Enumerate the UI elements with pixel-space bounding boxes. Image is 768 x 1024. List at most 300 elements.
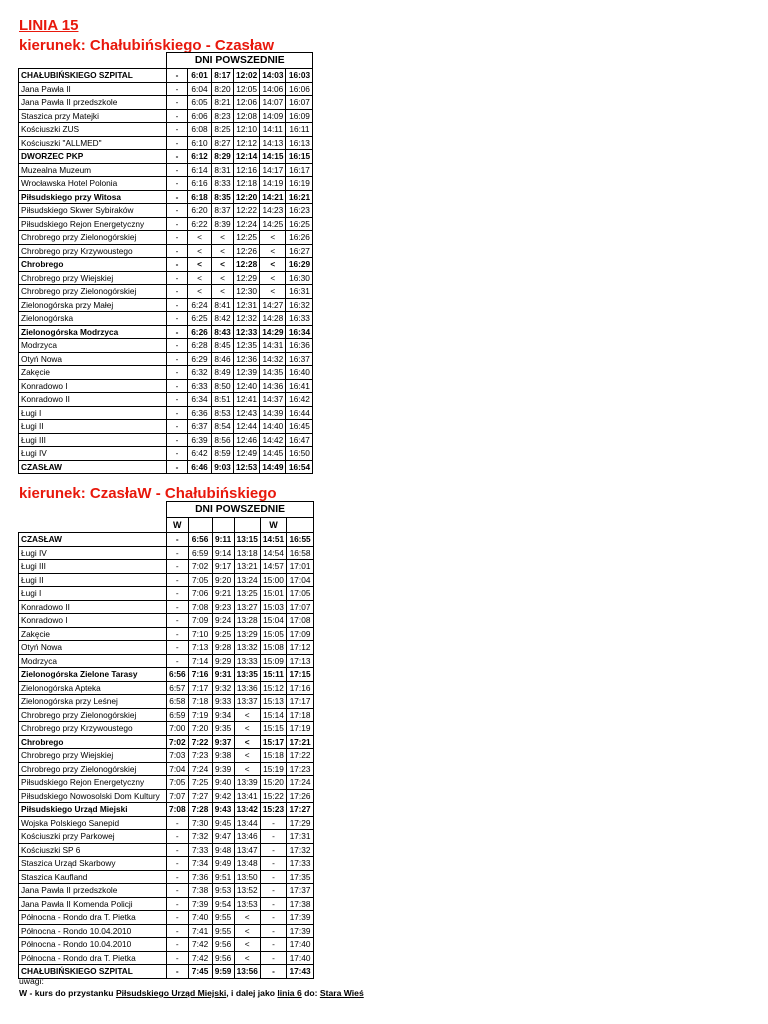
timetable-2 [18, 501, 314, 979]
departure-time: 6:58 [167, 695, 189, 709]
table-row [19, 884, 314, 898]
stop-name: Modrzyca [19, 339, 167, 353]
departure-time: 9:11 [212, 533, 234, 547]
table-row [19, 938, 314, 952]
table-row [19, 587, 314, 601]
departure-time: 9:39 [212, 762, 234, 776]
stop-name: CZASŁAW [19, 533, 167, 547]
stop-name: Ługi IV [19, 546, 167, 560]
departure-time: 9:29 [212, 654, 234, 668]
departure-time: - [167, 600, 189, 614]
departure-time: 16:25 [286, 217, 313, 231]
departure-time: 14:36 [260, 379, 286, 393]
table-row [19, 897, 314, 911]
departure-time: 9:35 [212, 722, 234, 736]
departure-time: 14:39 [260, 406, 286, 420]
table-row [19, 366, 313, 380]
departure-time: - [167, 870, 189, 884]
departure-time: 17:04 [287, 573, 314, 587]
stop-name: Chrobrego przy Zielonogórskiej [19, 231, 167, 245]
departure-time: 7:25 [188, 776, 212, 790]
departure-time: - [260, 924, 286, 938]
stop-name: Ługi III [19, 560, 167, 574]
departure-time: - [167, 897, 189, 911]
stop-name: Jana Pawła II przedszkole [19, 884, 167, 898]
stop-name: Kościuszki ZUS [19, 123, 167, 137]
departure-time: 7:05 [167, 776, 189, 790]
departure-time: 17:16 [287, 681, 314, 695]
stop-name: Otyń Nowa [19, 641, 167, 655]
departure-time: 14:31 [260, 339, 286, 353]
stop-name: Ługi I [19, 587, 167, 601]
departure-time: 13:41 [234, 789, 260, 803]
departure-time: 7:18 [188, 695, 212, 709]
departure-time: 12:31 [234, 298, 260, 312]
stop-name: Ługi II [19, 573, 167, 587]
table-row [19, 816, 314, 830]
table-row [19, 352, 313, 366]
departure-time: - [167, 965, 189, 979]
departure-time: < [188, 285, 212, 299]
notes-prefix: W - kurs do przystanku [19, 988, 116, 998]
departure-time: 9:54 [212, 897, 234, 911]
departure-time: 8:23 [212, 109, 234, 123]
departure-time: 9:56 [212, 938, 234, 952]
stop-name: Zielonogórska przy Małej [19, 298, 167, 312]
departure-time: 9:45 [212, 816, 234, 830]
table-row [19, 573, 314, 587]
table-row [19, 924, 314, 938]
departure-time: - [167, 924, 189, 938]
stop-name: Zielonogórska Modrzyca [19, 325, 167, 339]
departure-time: 14:29 [260, 325, 286, 339]
departure-time: 17:37 [287, 884, 314, 898]
departure-time: 8:20 [212, 82, 234, 96]
table-row [19, 870, 314, 884]
departure-time: 15:11 [260, 668, 286, 682]
departure-time: 16:58 [287, 546, 314, 560]
departure-time: 7:34 [188, 857, 212, 871]
departure-time: 14:45 [260, 447, 286, 461]
table-row [19, 789, 314, 803]
departure-time: 13:48 [234, 857, 260, 871]
departure-time: 8:37 [212, 204, 234, 218]
departure-time: 15:13 [260, 695, 286, 709]
departure-time: 8:43 [212, 325, 234, 339]
departure-time: - [167, 96, 188, 110]
table-row [19, 533, 314, 547]
departure-time: - [167, 69, 188, 83]
departure-time: < [234, 938, 260, 952]
departure-time: 6:20 [188, 204, 212, 218]
departure-time: 16:54 [286, 460, 313, 474]
stop-name: Kościuszki SP 6 [19, 843, 167, 857]
departure-time: 12:32 [234, 312, 260, 326]
departure-time: 17:15 [287, 668, 314, 682]
departure-time: - [260, 857, 286, 871]
departure-time: - [167, 393, 188, 407]
stop-name: Północna - Rondo 10.04.2010 [19, 938, 167, 952]
departure-time: 15:01 [260, 587, 286, 601]
departure-time: 16:27 [286, 244, 313, 258]
stop-name: Staszica przy Matejki [19, 109, 167, 123]
departure-time: 8:59 [212, 447, 234, 461]
departure-time: - [167, 420, 188, 434]
departure-time: 16:33 [286, 312, 313, 326]
departure-time: 6:29 [188, 352, 212, 366]
departure-time: 9:03 [212, 460, 234, 474]
departure-time: 6:12 [188, 150, 212, 164]
table-row [19, 69, 313, 83]
table-row [19, 339, 313, 353]
header-spacer [19, 53, 167, 69]
departure-time: 15:05 [260, 627, 286, 641]
departure-time: < [234, 735, 260, 749]
departure-time: 9:23 [212, 600, 234, 614]
departure-time: 9:31 [212, 668, 234, 682]
departure-time: 7:02 [167, 735, 189, 749]
departure-time: - [167, 136, 188, 150]
departure-time: 6:33 [188, 379, 212, 393]
departure-time: - [167, 190, 188, 204]
departure-time: - [167, 352, 188, 366]
stop-name: Ługi II [19, 420, 167, 434]
departure-time: 13:27 [234, 600, 260, 614]
departure-time: 14:13 [260, 136, 286, 150]
departure-time: - [167, 339, 188, 353]
departure-time: 12:28 [234, 258, 260, 272]
departure-time: 12:14 [234, 150, 260, 164]
departure-time: 7:00 [167, 722, 189, 736]
stop-name: Chrobrego przy Wiejskiej [19, 271, 167, 285]
departure-time: 12:08 [234, 109, 260, 123]
stop-name: CHAŁUBIŃSKIEGO SZPITAL [19, 69, 167, 83]
departure-time: 9:21 [212, 587, 234, 601]
departure-time: 17:33 [287, 857, 314, 871]
table-row [19, 627, 314, 641]
departure-time: 9:42 [212, 789, 234, 803]
departure-time: 14:09 [260, 109, 286, 123]
departure-time: 7:06 [188, 587, 212, 601]
stop-name: Chrobrego przy Zielonogórskiej [19, 762, 167, 776]
departure-time: < [234, 762, 260, 776]
departure-time: 6:08 [188, 123, 212, 137]
departure-time: 13:28 [234, 614, 260, 628]
departure-time: 7:45 [188, 965, 212, 979]
departure-time: 8:29 [212, 150, 234, 164]
table-row [19, 668, 314, 682]
departure-time: 9:24 [212, 614, 234, 628]
departure-time: < [212, 244, 234, 258]
departure-time: 16:13 [286, 136, 313, 150]
table-row [19, 325, 313, 339]
table-row [19, 244, 313, 258]
table-row [19, 722, 314, 736]
departure-time: 13:50 [234, 870, 260, 884]
departure-time: 6:56 [167, 668, 189, 682]
departure-time: 17:13 [287, 654, 314, 668]
departure-time: 6:25 [188, 312, 212, 326]
stop-name: Konradowo II [19, 600, 167, 614]
stop-name: Staszica Kaufland [19, 870, 167, 884]
departure-time: 16:29 [286, 258, 313, 272]
stop-name: Chrobrego [19, 258, 167, 272]
stop-name: Konradowo I [19, 614, 167, 628]
table-row [19, 447, 313, 461]
departure-time: 6:46 [188, 460, 212, 474]
departure-time: 7:19 [188, 708, 212, 722]
departure-time: 14:40 [260, 420, 286, 434]
stop-name: Piłsudskiego przy Witosa [19, 190, 167, 204]
table-row [19, 776, 314, 790]
header-spacer [19, 502, 167, 518]
departure-time: 17:39 [287, 911, 314, 925]
departure-time: 8:27 [212, 136, 234, 150]
stop-name: Zielonogórska Apteka [19, 681, 167, 695]
departure-time: - [167, 150, 188, 164]
departure-time: - [260, 965, 286, 979]
departure-time: 16:17 [286, 163, 313, 177]
table-row [19, 708, 314, 722]
notes-line-link: linia 6 [277, 988, 302, 998]
stop-name: Konradowo II [19, 393, 167, 407]
departure-time: 7:40 [188, 911, 212, 925]
departure-time: 7:07 [167, 789, 189, 803]
departure-time: 15:22 [260, 789, 286, 803]
departure-time: 14:37 [260, 393, 286, 407]
departure-time: < [212, 231, 234, 245]
departure-time: 7:28 [188, 803, 212, 817]
departure-time: 17:21 [287, 735, 314, 749]
departure-time: 16:21 [286, 190, 313, 204]
departure-time: 12:06 [234, 96, 260, 110]
departure-time: 15:19 [260, 762, 286, 776]
table-row [19, 641, 314, 655]
departure-time: 17:09 [287, 627, 314, 641]
departure-time: 16:41 [286, 379, 313, 393]
departure-time: 12:53 [234, 460, 260, 474]
departure-time: 15:12 [260, 681, 286, 695]
table-row [19, 231, 313, 245]
stop-name: Ługi IV [19, 447, 167, 461]
table-row [19, 654, 314, 668]
stop-name: Zielonogórska przy Leśnej [19, 695, 167, 709]
departure-time: 16:40 [286, 366, 313, 380]
departure-time: 9:14 [212, 546, 234, 560]
stop-name: Ługi III [19, 433, 167, 447]
departure-time: 14:28 [260, 312, 286, 326]
departure-time: 7:20 [188, 722, 212, 736]
departure-time: 16:03 [286, 69, 313, 83]
departure-time: 13:15 [234, 533, 260, 547]
departure-time: - [167, 109, 188, 123]
departure-time: 14:35 [260, 366, 286, 380]
departure-time: 6:05 [188, 96, 212, 110]
departure-time: < [260, 271, 286, 285]
departure-time: < [212, 258, 234, 272]
table-row [19, 965, 314, 979]
departure-time: 9:49 [212, 857, 234, 871]
departure-time: 7:27 [188, 789, 212, 803]
departure-time: 8:17 [212, 69, 234, 83]
departure-time: 17:40 [287, 938, 314, 952]
table-row [19, 163, 313, 177]
departure-time: 14:57 [260, 560, 286, 574]
departure-time: 8:41 [212, 298, 234, 312]
departure-time: 6:26 [188, 325, 212, 339]
timetable-1 [18, 52, 313, 474]
departure-time: 8:53 [212, 406, 234, 420]
departure-time: - [167, 244, 188, 258]
departure-time: - [167, 951, 189, 965]
departure-time: 15:08 [260, 641, 286, 655]
stop-name: Piłsudskiego Skwer Sybiraków [19, 204, 167, 218]
departure-time: 9:17 [212, 560, 234, 574]
departure-time: 7:16 [188, 668, 212, 682]
departure-time: 13:47 [234, 843, 260, 857]
departure-time: < [234, 951, 260, 965]
departure-time: 12:25 [234, 231, 260, 245]
notes-heading: uwagi: [19, 976, 44, 986]
departure-time: 9:55 [212, 924, 234, 938]
departure-time: 14:27 [260, 298, 286, 312]
departure-time: 14:15 [260, 150, 286, 164]
departure-time: 17:35 [287, 870, 314, 884]
departure-time: 17:24 [287, 776, 314, 790]
departure-time: 13:32 [234, 641, 260, 655]
departure-time: - [260, 830, 286, 844]
departure-time: 16:30 [286, 271, 313, 285]
departure-time: 8:39 [212, 217, 234, 231]
departure-time: - [167, 379, 188, 393]
departure-time: 13:42 [234, 803, 260, 817]
marker-spacer [19, 518, 167, 533]
departure-time: - [167, 884, 189, 898]
departure-time: - [167, 816, 189, 830]
table-row [19, 546, 314, 560]
departure-time: 7:10 [188, 627, 212, 641]
days-header: DNI POWSZEDNIE [167, 502, 314, 518]
departure-time: 16:32 [286, 298, 313, 312]
departure-time: 14:21 [260, 190, 286, 204]
departure-time: - [167, 325, 188, 339]
table-row [19, 96, 313, 110]
departure-time: 7:03 [167, 749, 189, 763]
departure-time: 6:59 [188, 546, 212, 560]
departure-time: 8:45 [212, 339, 234, 353]
marker-cell: W [167, 518, 189, 533]
departure-time: 13:46 [234, 830, 260, 844]
stop-name: Jana Pawła II przedszkole [19, 96, 167, 110]
departure-time: 9:20 [212, 573, 234, 587]
departure-time: < [234, 749, 260, 763]
departure-time: 6:28 [188, 339, 212, 353]
departure-time: 15:04 [260, 614, 286, 628]
table-row [19, 420, 313, 434]
departure-time: 15:20 [260, 776, 286, 790]
table-row [19, 951, 314, 965]
departure-time: - [167, 573, 189, 587]
departure-time: < [188, 271, 212, 285]
stop-name: Zielonogórska Zielone Tarasy [19, 668, 167, 682]
departure-time: 9:59 [212, 965, 234, 979]
departure-time: 6:59 [167, 708, 189, 722]
departure-time: 9:51 [212, 870, 234, 884]
notes-middle: , i dalej jako [226, 988, 278, 998]
departure-time: 13:36 [234, 681, 260, 695]
departure-time: - [167, 641, 189, 655]
departure-time: < [188, 231, 212, 245]
departure-time: - [260, 884, 286, 898]
stop-name: Wojska Polskiego Sanepid [19, 816, 167, 830]
table-row [19, 857, 314, 871]
stop-name: Chrobrego przy Krzywoustego [19, 722, 167, 736]
departure-time: - [167, 857, 189, 871]
departure-time: 6:32 [188, 366, 212, 380]
table-row [19, 204, 313, 218]
departure-time: 16:23 [286, 204, 313, 218]
departure-time: 12:43 [234, 406, 260, 420]
departure-time: - [167, 614, 189, 628]
table-row [19, 298, 313, 312]
departure-time: 16:19 [286, 177, 313, 191]
departure-time: - [167, 258, 188, 272]
departure-time: 13:24 [234, 573, 260, 587]
departure-time: 9:55 [212, 911, 234, 925]
stop-name: Zielonogórska [19, 312, 167, 326]
departure-time: - [167, 82, 188, 96]
stop-name: CHAŁUBIŃSKIEGO SZPITAL [19, 965, 167, 979]
departure-time: 13:44 [234, 816, 260, 830]
table-row [19, 681, 314, 695]
departure-time: 17:17 [287, 695, 314, 709]
marker-cell [287, 518, 314, 533]
departure-time: 17:27 [287, 803, 314, 817]
departure-time: 7:30 [188, 816, 212, 830]
stop-name: Wrocławska Hotel Polonia [19, 177, 167, 191]
departure-time: 12:12 [234, 136, 260, 150]
departure-time: 14:19 [260, 177, 286, 191]
departure-time: 7:13 [188, 641, 212, 655]
departure-time: 12:35 [234, 339, 260, 353]
departure-time: 17:19 [287, 722, 314, 736]
notes-stop-link: Piłsudskiego Urząd Miejski [115, 988, 227, 998]
departure-time: 8:51 [212, 393, 234, 407]
departure-time: 9:25 [212, 627, 234, 641]
departure-time: - [167, 298, 188, 312]
departure-time: < [188, 244, 212, 258]
table-row [19, 614, 314, 628]
direction-title-2: kierunek: CzasłaW - Chałubińskiego [19, 485, 277, 502]
departure-time: 7:08 [188, 600, 212, 614]
departure-time: 17:01 [287, 560, 314, 574]
departure-time: 6:14 [188, 163, 212, 177]
departure-time: 6:56 [188, 533, 212, 547]
marker-cell [212, 518, 234, 533]
departure-time: 6:18 [188, 190, 212, 204]
departure-time: 12:33 [234, 325, 260, 339]
departure-time: 7:42 [188, 938, 212, 952]
departure-time: 17:22 [287, 749, 314, 763]
departure-time: < [234, 924, 260, 938]
departure-time: 6:16 [188, 177, 212, 191]
departure-time: 16:55 [287, 533, 314, 547]
departure-time: 12:22 [234, 204, 260, 218]
departure-time: - [167, 231, 188, 245]
departure-time: 14:11 [260, 123, 286, 137]
departure-time: - [167, 587, 189, 601]
departure-time: < [234, 911, 260, 925]
